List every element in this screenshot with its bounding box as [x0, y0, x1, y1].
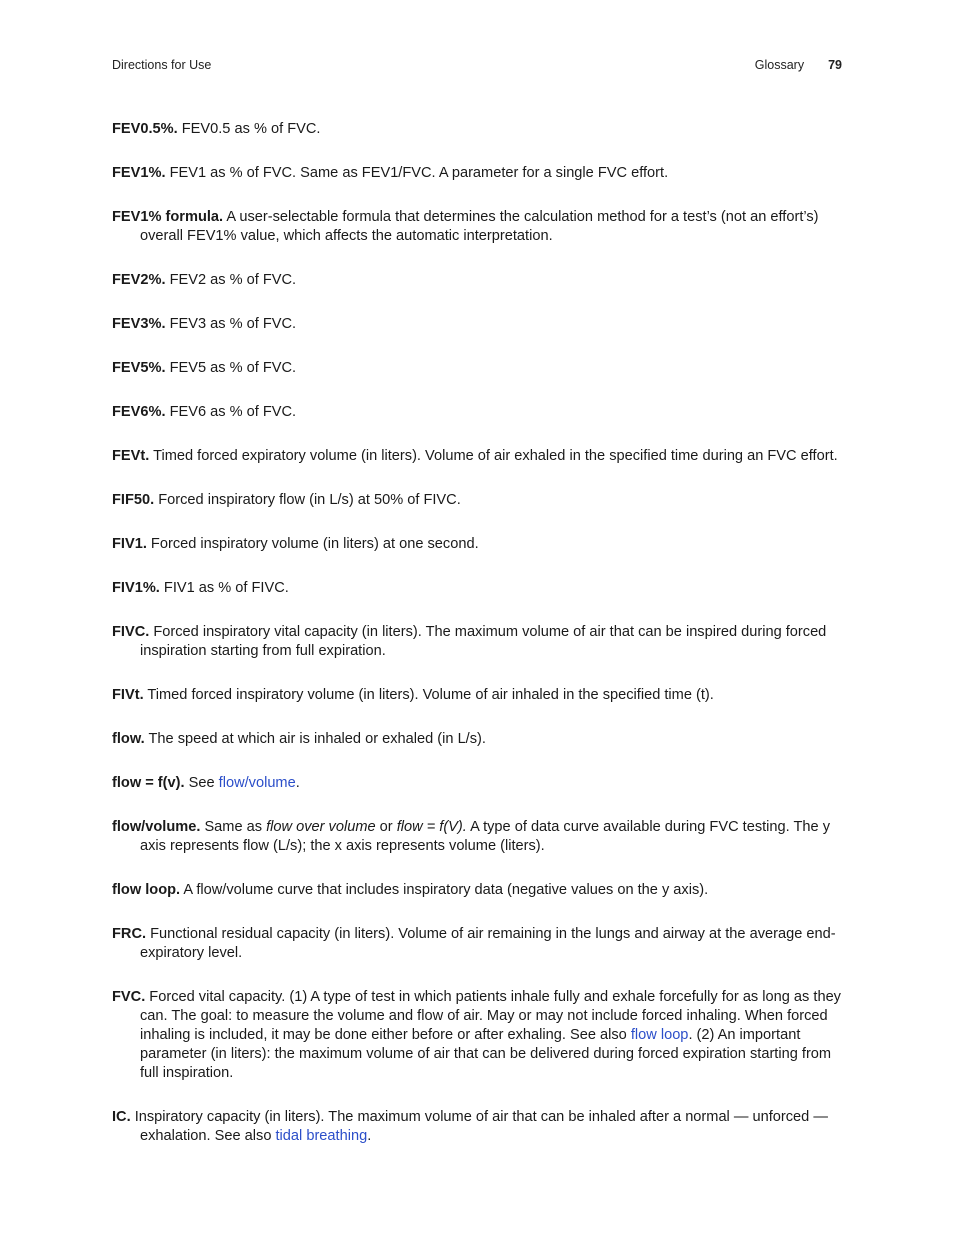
term: FIVt. [112, 687, 144, 703]
italic-term: flow over volume [266, 819, 376, 835]
glossary-entry-fev3-percent [112, 315, 842, 334]
definition: Forced vital capacity. (1) A type of test in which patients inhale fully and exhale forcefully for as long as they can. The goal: to measure the volume and flow of air. May or may not include forced inhaling. When forced inhaling is included, it may be done either before or after exhaling. See also [140, 989, 841, 1043]
definition: The speed at which air is inhaled or exhaled (in L/s). [144, 731, 486, 747]
term: flow. [112, 731, 145, 747]
glossary-entry-flow-volume [112, 818, 842, 856]
section-name: Glossary [754, 58, 805, 72]
definition-end: . [295, 775, 300, 791]
definition: Forced inspiratory vital capacity (in liters). The maximum volume of air that can be inspired during forced inspiration starting from full expiration. [140, 624, 827, 659]
definition: Same as [200, 819, 267, 835]
glossary-entry-fif50 [112, 491, 842, 510]
glossary-entry-ic [112, 1108, 842, 1146]
definition-end: A type of data curve available during FVC testing. The y axis represents flow (L/s); the x axis represents volume (liters). [140, 819, 831, 854]
term: FVC. [112, 989, 146, 1005]
glossary-entry-flow-f-v [112, 774, 842, 793]
term: FEV2%. [112, 272, 166, 288]
glossary-entry-fvc [112, 988, 842, 1083]
term: FIVC. [112, 624, 150, 640]
definition: FEV1 as % of FVC. Same as FEV1/FVC. A parameter for a single FVC effort. [165, 165, 669, 181]
glossary-entry-fev1-percent-formula [112, 208, 842, 246]
glossary-entry-flow-loop [112, 881, 842, 900]
definition: Forced inspiratory volume (in liters) at one second. [146, 536, 479, 552]
page-header [112, 58, 842, 78]
glossary-entry-fev1-percent [112, 164, 842, 183]
glossary-list [112, 120, 842, 1171]
document-title: Directions for Use [112, 58, 212, 72]
glossary-entry-fev5-percent [112, 359, 842, 378]
definition: Timed forced inspiratory volume (in liters). Volume of air inhaled in the specified time (t). [143, 687, 714, 703]
glossary-entry-fevt [112, 447, 842, 466]
definition: Functional residual capacity (in liters). Volume of air remaining in the lungs and airway at the average end-expiratory level. [140, 926, 836, 961]
definition-end: . (2) An important parameter (in liters): the maximum volume of air that can be delivered during forced expiration starting from full inspiration. [140, 1027, 832, 1081]
term: FEV1% formula. [112, 209, 224, 225]
link-flow-loop[interactable]: flow loop [630, 1027, 689, 1043]
term: flow/volume. [112, 819, 201, 835]
term: FEV6%. [112, 404, 166, 420]
glossary-entry-fivc [112, 623, 842, 661]
italic-term: flow = f(V). [396, 819, 467, 835]
definition-mid: or [375, 819, 397, 835]
link-flow-volume[interactable]: flow/volume [218, 775, 296, 791]
term: IC. [112, 1109, 131, 1125]
glossary-entry-frc [112, 925, 842, 963]
term: FRC. [112, 926, 147, 942]
term: FEV0.5%. [112, 121, 178, 137]
definition: FEV3 as % of FVC. [165, 316, 297, 332]
definition: FIV1 as % of FIVC. [159, 580, 289, 596]
definition: FEV6 as % of FVC. [165, 404, 297, 420]
term: FEV5%. [112, 360, 166, 376]
header-right [755, 58, 842, 72]
glossary-entry-fev6-percent [112, 403, 842, 422]
glossary-entry-fev2-percent [112, 271, 842, 290]
definition: A flow/volume curve that includes inspiratory data (negative values on the y axis). [180, 882, 709, 898]
definition: Inspiratory capacity (in liters). The maximum volume of air that can be inhaled after a normal — unforced — exhalation. See also [130, 1109, 828, 1144]
glossary-entry-fiv1 [112, 535, 842, 554]
definition: Forced inspiratory flow (in L/s) at 50% of FIVC. [154, 492, 461, 508]
page-number: 79 [828, 58, 842, 72]
definition: FEV2 as % of FVC. [165, 272, 297, 288]
glossary-entry-flow [112, 730, 842, 749]
link-tidal-breathing[interactable]: tidal breathing [275, 1128, 368, 1144]
term: flow = f(v). [112, 775, 185, 791]
term: FIV1%. [112, 580, 160, 596]
definition: Timed forced expiratory volume (in liters). Volume of air exhaled in the specified time during an FVC effort. [149, 448, 838, 464]
definition: FEV5 as % of FVC. [165, 360, 297, 376]
term: flow loop. [112, 882, 181, 898]
definition-end: . [367, 1128, 372, 1144]
term: FEV3%. [112, 316, 166, 332]
term: FIF50. [112, 492, 155, 508]
definition: See [184, 775, 219, 791]
term: FIV1. [112, 536, 147, 552]
term: FEVt. [112, 448, 150, 464]
definition: FEV0.5 as % of FVC. [177, 121, 321, 137]
definition: A user-selectable formula that determines the calculation method for a test’s (not an effort’s) overall FEV1% value, which affects the automatic interpretation. [140, 209, 819, 244]
glossary-entry-fivt [112, 686, 842, 705]
glossary-entry-fev0-5-percent [112, 120, 842, 139]
glossary-entry-fiv1-percent [112, 579, 842, 598]
term: FEV1%. [112, 165, 166, 181]
